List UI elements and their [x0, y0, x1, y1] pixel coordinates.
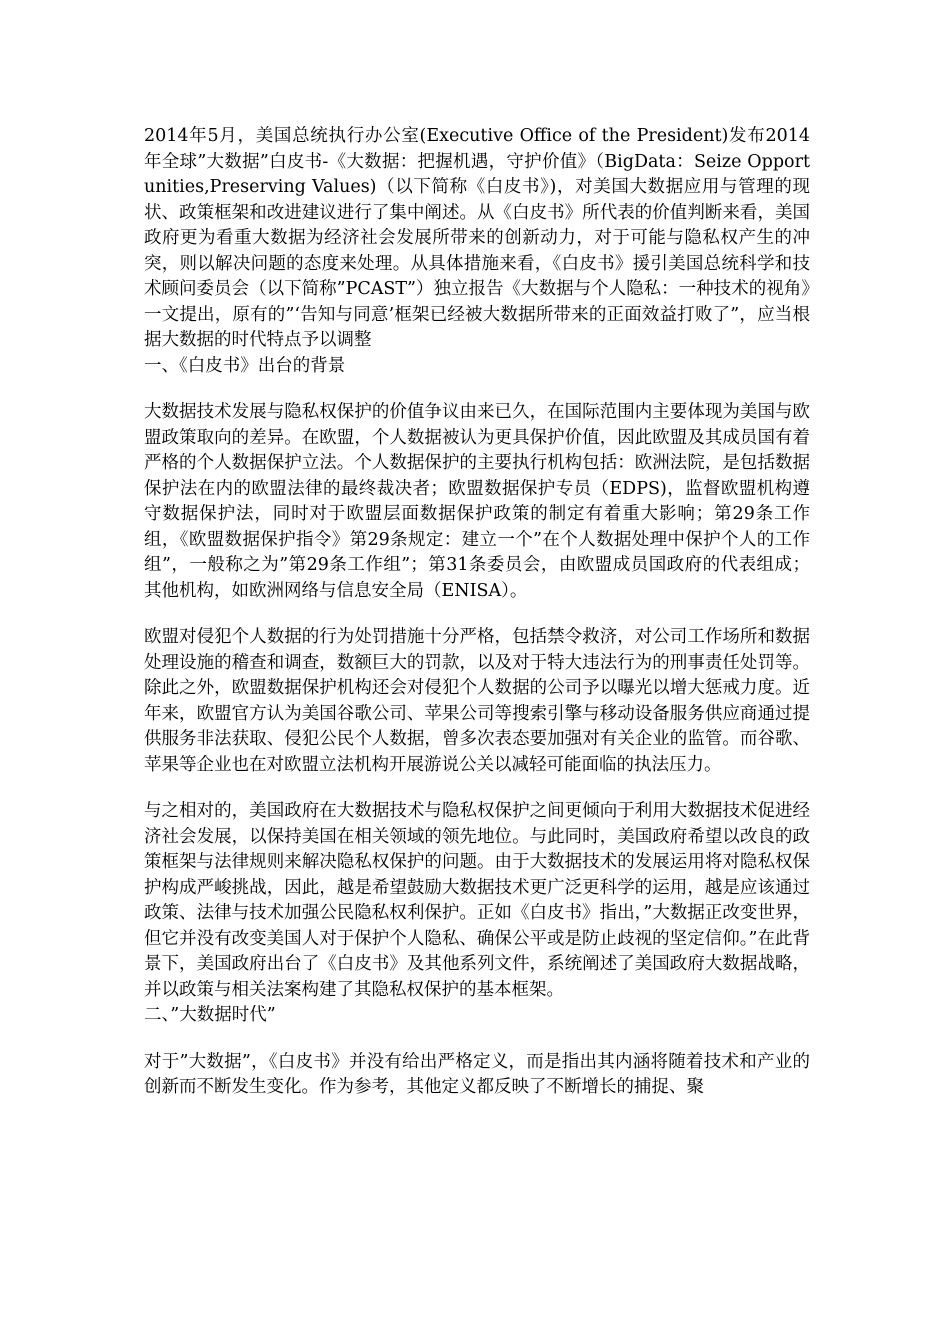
section-heading-big-data-era: 二、”大数据时代”: [144, 1005, 276, 1025]
section-heading-background: 一、《白皮书》出台的背景: [144, 355, 346, 376]
document-page: [144, 124, 810, 1101]
section1-paragraph-2: 欧盟对侵犯个人数据的行为处罚措施十分严格，包括禁令救济，对公司工作场所和数据处理设施的稽查和调查，数额巨大的罚款，以及对于特大违法行为的刑事责任处罚等。除此之外，欧盟数据保护机构还会对侵犯个人数据的公司予以曝光以增大惩戒力度。近年来，欧盟官方认为美国谷歌公司、苹果公司等搜索引擎与移动设备服务供应商通过提供服务非法获取、侵犯公民个人数据，曾多次表态要加强对有关企业的监管。而谷歌、苹果等企业也在对欧盟立法机构开展游说公关以减轻可能面临的执法压力。: [144, 627, 810, 775]
section2-paragraph-1: 对于”大数据”，《白皮书》并没有给出严格定义，而是指出其内涵将随着技术和产业的创新而不断发生变化。作为参考，其他定义都反映了不断增长的捕捉、聚: [144, 1051, 810, 1097]
intro-paragraph: 2014年5月，美国总统执行办公室(Executive Office of the President)发布2014年全球”大数据”白皮书-《大数据：把握机遇，守护价值》（BigData：Seize Opportunities,Preserving Values)（以下简称《白皮书》)，对美国大数据应用与管理的现状、政策框架和改进建议进行了集中阐述。从《白皮书》所代表的价值判断来看，美国政府更为看重大数据为经济社会发展所带来的创新动力，对于可能与隐私权产生的冲突，则以解决问题的态度来处理。从具体措施来看，《白皮书》援引美国总统科学和技术顾问委员会（以下简称”PCAST”）独立报告《大数据与个人隐私：一种技术的视角》一文提出，原有的”‘告知与同意’框架已经被大数据所带来的正面效益打败了”，应当根据大数据的时代特点予以调整: [144, 126, 810, 350]
section1-paragraph-3: 与之相对的，美国政府在大数据技术与隐私权保护之间更倾向于利用大数据技术促进经济社会发展，以保持美国在相关领域的领先地位。与此同时，美国政府希望以改良的政策框架与法律规则来解决隐私权保护的问题。由于大数据技术的发展运用将对隐私权保护构成严峻挑战，因此，越是希望鼓励大数据技术更广泛更科学的运用，越是应该通过政策、法律与技术加强公民隐私权利保护。正如《白皮书》指出，”大数据正改变世界，但它并没有改变美国人对于保护个人隐私、确保公平或是防止歧视的坚定信仰。”在此背景下，美国政府出台了《白皮书》及其他系列文件，系统阐述了美国政府大数据战略，并以政策与相关法案构建了其隐私权保护的基本框架。: [144, 801, 810, 1000]
section1-paragraph-1: 大数据技术发展与隐私权保护的价值争议由来已久，在国际范围内主要体现为美国与欧盟政策取向的差异。在欧盟，个人数据被认为更具保护价值，因此欧盟及其成员国有着严格的个人数据保护立法。个人数据保护的主要执行机构包括：欧洲法院，是包括数据保护法在内的欧盟法律的最终裁决者；欧盟数据保护专员（EDPS)，监督欧盟机构遵守数据保护法，同时对于欧盟层面数据保护政策的制定有着重大影响；第29条工作组，《欧盟数据保护指令》第29条规定：建立一个”在个人数据处理中保护个人的工作组”，一般称之为”第29条工作组”；第31条委员会，由欧盟成员国政府的代表组成；其他机构，如欧洲网络与信息安全局（ENISA）。: [144, 402, 810, 601]
